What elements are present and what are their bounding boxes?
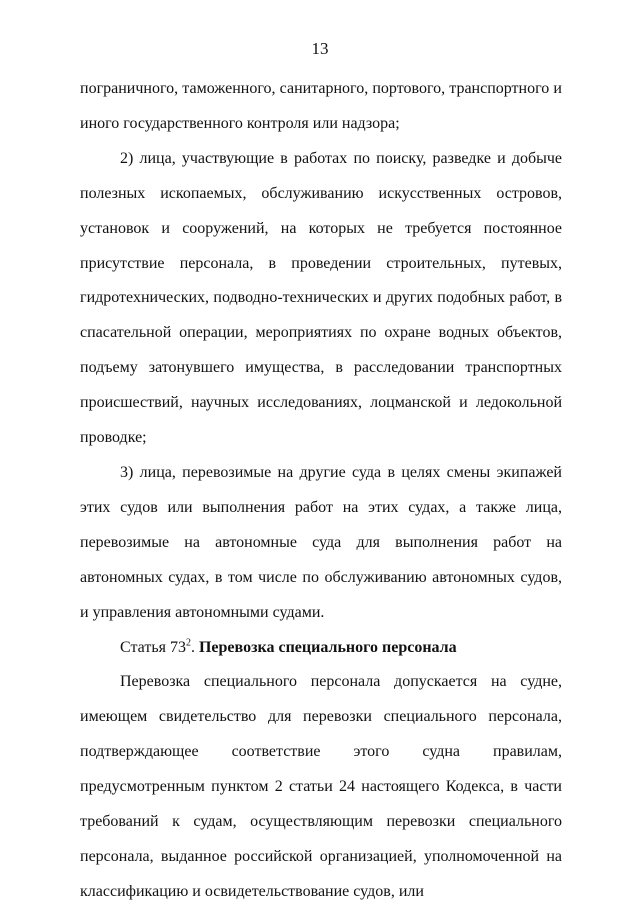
paragraph-item-2: 2) лица, участвующие в работах по поиску, разведке и добыче полезных ископаемых, обслуживанию искусственных островов, установок и сооружений, на которых не требуется постоянное присутствие персонала, в проведении строительных, путевых, гидротехнических, подводно-технических и других подобных работ, в спасательной операции, мероприятиях по охране водных объектов, подъему затонувшего имущества, в расследовании транспортных происшествий, научных исследованиях, лоцманской и ледокольной проводке;	[80, 149, 562, 447]
paragraph-control-continuation: пограничного, таможенного, санитарного, портового, транспортного и иного государственного контроля или надзора;	[80, 80, 562, 132]
article-heading	[80, 631, 562, 666]
document-body	[80, 72, 562, 910]
article-title: Перевозка специального персонала	[198, 638, 457, 656]
article-body: Перевозка специального персонала допускается на судне, имеющем свидетельство для перевозки специального персонала, подтверждающее соответствие этого судна правилам, предусмотренным пунктом 2 статьи 24 настоящего Кодекса, в части требований к судам, осуществляющим перевозки специального персонала, выданное российской организацией, уполномоченной на классификацию и освидетельствование судов, или	[80, 673, 562, 900]
page-number: 13	[311, 39, 329, 58]
article-number-superscript: 2	[185, 637, 191, 649]
paragraph-item-3: 3) лица, перевозимые на другие суда в целях смены экипажей этих судов или выполнения работ на этих судах, а также лица, перевозимые на автономные суда для выполнения работ на автономных судах, в том числе по обслуживанию автономных судов, и управления автономными судами.	[80, 463, 562, 621]
article-number-dot: .	[190, 638, 195, 656]
article-number: Статья 73	[120, 638, 186, 656]
